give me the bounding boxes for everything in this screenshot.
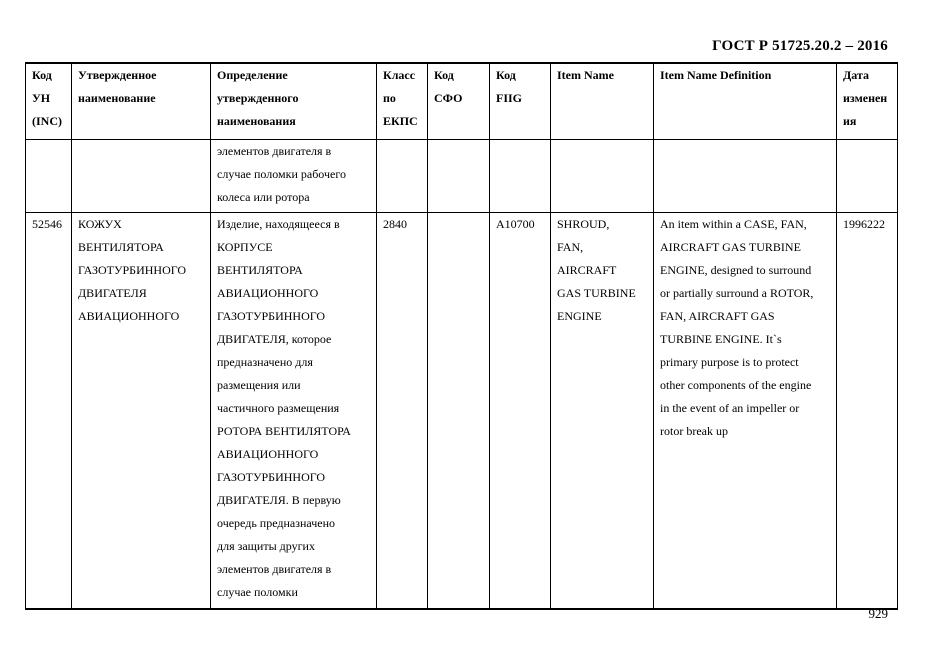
text-line: РОТОРА ВЕНТИЛЯТОРА bbox=[217, 424, 351, 438]
table-header-row bbox=[26, 63, 898, 140]
col-header-item-name-definition bbox=[654, 63, 837, 140]
col-header-date bbox=[837, 63, 898, 140]
text-line: FIIG bbox=[496, 91, 523, 105]
text-line: колеса или ротора bbox=[217, 190, 310, 204]
col-header-definition bbox=[211, 63, 377, 140]
text-line: утвержденного bbox=[217, 91, 299, 105]
page-number: 929 bbox=[868, 606, 888, 621]
text-line: ВЕНТИЛЯТОРА bbox=[78, 240, 164, 254]
text-line: по bbox=[383, 91, 396, 105]
col-header-fiig bbox=[490, 63, 551, 140]
col-header-sfo bbox=[428, 63, 490, 140]
text-line: наименование bbox=[78, 91, 156, 105]
cell-sfo bbox=[428, 140, 490, 213]
text-line: случае поломки рабочего bbox=[217, 167, 346, 181]
text-line: УН bbox=[32, 91, 51, 105]
text-line: FAN, bbox=[557, 240, 584, 254]
text-line: ДВИГАТЕЛЯ bbox=[78, 286, 147, 300]
text-line: КОРПУСЕ bbox=[217, 240, 273, 254]
text-line: изменен bbox=[843, 91, 888, 105]
text-line: Код bbox=[496, 68, 516, 82]
text-line: размещения или bbox=[217, 378, 301, 392]
table-row-continued bbox=[26, 140, 898, 213]
text-line: ия bbox=[843, 114, 857, 128]
text-line: Дата bbox=[843, 68, 869, 82]
cell-date bbox=[837, 140, 898, 213]
cell-fiig: A10700 bbox=[490, 213, 551, 610]
text-line: Изделие, находящееся в bbox=[217, 217, 340, 231]
text-line: АВИАЦИОННОГО bbox=[78, 309, 180, 323]
text-line: AIRCRAFT GAS TURBINE bbox=[660, 240, 801, 254]
text-line: TURBINE ENGINE. It`s bbox=[660, 332, 782, 346]
text-line: Класс bbox=[383, 68, 416, 82]
cell-inc: 52546 bbox=[26, 213, 72, 610]
text-line: in the event of an impeller or bbox=[660, 401, 800, 415]
cell-fiig bbox=[490, 140, 551, 213]
table-row bbox=[26, 213, 898, 610]
text-line: ДВИГАТЕЛЯ. В первую bbox=[217, 493, 341, 507]
cell-item-name bbox=[551, 140, 654, 213]
text-line: ГАЗОТУРБИННОГО bbox=[78, 263, 187, 277]
text-line: частичного размещения bbox=[217, 401, 340, 415]
text-line: SHROUD, bbox=[557, 217, 610, 231]
document-header: ГОСТ Р 51725.20.2 – 2016 bbox=[712, 38, 888, 54]
cell-class bbox=[377, 140, 428, 213]
text-line: other components of the engine bbox=[660, 378, 812, 392]
text-line: элементов двигателя в bbox=[217, 144, 332, 158]
cell-item-def bbox=[654, 140, 837, 213]
col-header-inc bbox=[26, 63, 72, 140]
cell-definition bbox=[211, 140, 377, 213]
text-line: FAN, AIRCRAFT GAS bbox=[660, 309, 775, 323]
cell-definition bbox=[211, 213, 377, 610]
text-line: АВИАЦИОННОГО bbox=[217, 447, 319, 461]
text-line: Определение bbox=[217, 68, 288, 82]
text-line: or partially surround a ROTOR, bbox=[660, 286, 814, 300]
cell-sfo bbox=[428, 213, 490, 610]
text-line: ГАЗОТУРБИННОГО bbox=[217, 470, 326, 484]
catalog-table bbox=[25, 62, 898, 610]
text-line: GAS TURBINE bbox=[557, 286, 636, 300]
text-line: АВИАЦИОННОГО bbox=[217, 286, 319, 300]
cell-item-def bbox=[654, 213, 837, 610]
text-line: ЕКПС bbox=[383, 114, 418, 128]
col-header-approved-name bbox=[72, 63, 211, 140]
cell-class: 2840 bbox=[377, 213, 428, 610]
text-line: An item within a CASE, FAN, bbox=[660, 217, 807, 231]
text-line: rotor break up bbox=[660, 424, 728, 438]
text-line: Код bbox=[32, 68, 52, 82]
col-header-item-name bbox=[551, 63, 654, 140]
text-line: предназначено для bbox=[217, 355, 313, 369]
text-line: ВЕНТИЛЯТОРА bbox=[217, 263, 303, 277]
cell-inc bbox=[26, 140, 72, 213]
text-line: СФО bbox=[434, 91, 463, 105]
text-line: ДВИГАТЕЛЯ, которое bbox=[217, 332, 332, 346]
text-line: Утвержденное bbox=[78, 68, 157, 82]
cell-name bbox=[72, 140, 211, 213]
text-line: ENGINE, designed to surround bbox=[660, 263, 812, 277]
text-line: Item Name bbox=[557, 68, 614, 82]
text-line: ENGINE bbox=[557, 309, 602, 323]
text-line: случае поломки bbox=[217, 585, 298, 599]
text-line: для защиты других bbox=[217, 539, 315, 553]
text-line: ГАЗОТУРБИННОГО bbox=[217, 309, 326, 323]
text-line: Item Name Definition bbox=[660, 68, 772, 82]
text-line: Код bbox=[434, 68, 454, 82]
text-line: наименования bbox=[217, 114, 296, 128]
cell-date: 1996222 bbox=[837, 213, 898, 610]
text-line: AIRCRAFT bbox=[557, 263, 617, 277]
cell-item-name bbox=[551, 213, 654, 610]
text-line: КОЖУХ bbox=[78, 217, 122, 231]
text-line: (INC) bbox=[32, 114, 62, 128]
cell-name bbox=[72, 213, 211, 610]
text-line: элементов двигателя в bbox=[217, 562, 332, 576]
col-header-class bbox=[377, 63, 428, 140]
text-line: primary purpose is to protect bbox=[660, 355, 799, 369]
text-line: очередь предназначено bbox=[217, 516, 336, 530]
